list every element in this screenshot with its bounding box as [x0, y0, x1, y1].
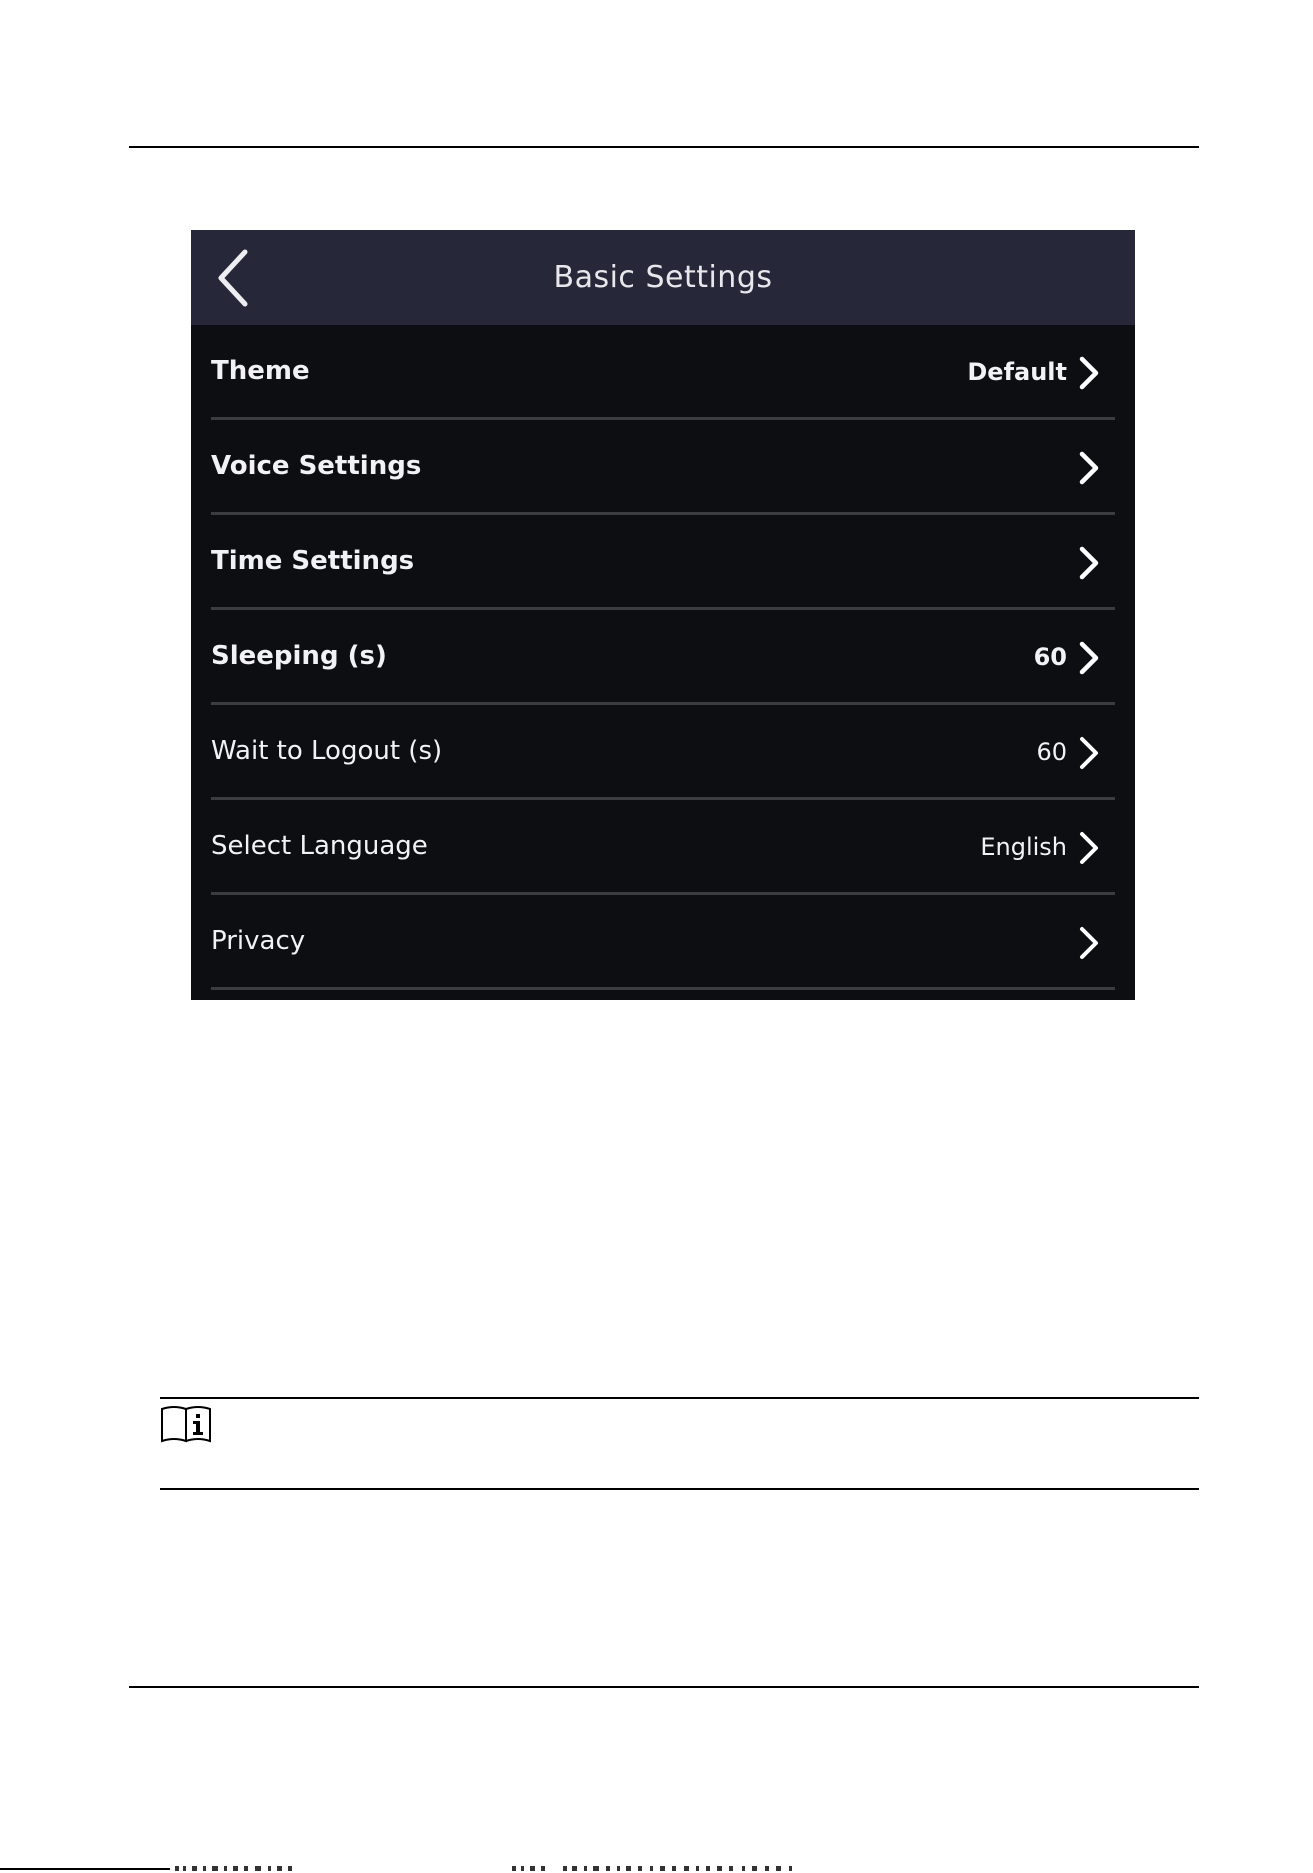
settings-row-wait-to-logout[interactable] — [191, 705, 1135, 800]
chevron-right-icon — [1077, 355, 1101, 391]
row-value: English — [980, 833, 1067, 861]
chevron-right-icon — [1077, 925, 1101, 961]
chevron-right-icon — [1077, 450, 1101, 486]
chevron-right-icon — [1077, 545, 1101, 581]
row-label: Theme — [211, 356, 310, 386]
chevron-right-icon — [1077, 830, 1101, 866]
page-footer-rule — [129, 1686, 1199, 1688]
settings-row-theme[interactable] — [191, 325, 1135, 420]
row-divider — [211, 987, 1115, 990]
row-label: Time Settings — [211, 546, 415, 576]
chevron-left-icon — [211, 248, 259, 308]
settings-list — [191, 325, 1135, 990]
cut-off-footer-text — [0, 1866, 1313, 1873]
screen-title: Basic Settings — [553, 260, 773, 295]
settings-row-voice-settings[interactable] — [191, 420, 1135, 515]
chevron-right-icon — [1077, 735, 1101, 771]
info-book-icon — [160, 1405, 212, 1443]
note-top-rule — [160, 1397, 1199, 1399]
row-label: Privacy — [211, 926, 306, 956]
row-label: Select Language — [211, 831, 428, 861]
screen-header — [191, 230, 1135, 325]
settings-row-sleeping[interactable] — [191, 610, 1135, 705]
row-label: Voice Settings — [211, 451, 422, 481]
settings-row-time-settings[interactable] — [191, 515, 1135, 610]
device-screen-basic-settings — [191, 230, 1135, 1000]
settings-row-privacy[interactable] — [191, 895, 1135, 990]
row-value: 60 — [1036, 738, 1067, 766]
row-value: Default — [967, 358, 1067, 386]
settings-row-select-language[interactable] — [191, 800, 1135, 895]
page-header-rule — [129, 146, 1199, 148]
chevron-right-icon — [1077, 640, 1101, 676]
back-button[interactable] — [211, 248, 259, 308]
row-label: Wait to Logout (s) — [211, 736, 443, 766]
row-value: 60 — [1033, 643, 1067, 671]
row-label: Sleeping (s) — [211, 641, 387, 671]
note-bottom-rule — [160, 1488, 1199, 1490]
